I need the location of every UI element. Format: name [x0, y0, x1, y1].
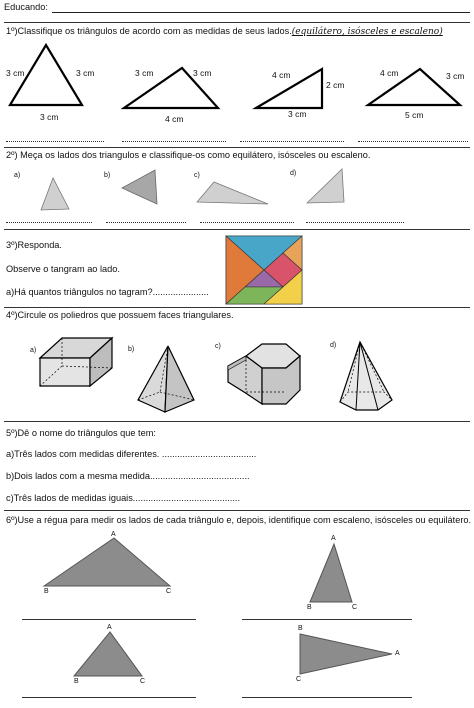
q6-t2-vertex-b: B [307, 604, 312, 611]
q1-t2-bottom: 4 cm [165, 114, 184, 124]
q6-answer-line-3[interactable] [22, 697, 196, 698]
q2-answer-line-3[interactable] [200, 222, 294, 223]
q6-t1-vertex-b: B [44, 588, 49, 595]
q6-t3-vertex-c: C [140, 678, 146, 685]
q1-t3-right: 2 cm [326, 80, 345, 90]
q1-t1-bottom: 3 cm [40, 112, 59, 122]
q2-triangle-c [197, 182, 268, 204]
q1-t1-right: 3 cm [76, 68, 95, 78]
q1-answer-line-3[interactable] [240, 141, 344, 142]
tangram-image [226, 236, 302, 304]
q4-label-c: c) [215, 343, 221, 350]
q4-label-b: b) [128, 346, 135, 353]
q6-triangle-2 [310, 544, 352, 602]
q1-t4-right: 3 cm [446, 71, 465, 81]
q1-t3-bottom: 3 cm [288, 109, 307, 119]
q2-answer-line-2[interactable] [106, 222, 186, 223]
q3-instruction: Observe o tangram ao lado. [6, 264, 120, 274]
q6-answer-line-2[interactable] [242, 619, 412, 620]
q1-answer-line-4[interactable] [358, 141, 468, 142]
q3-title: 3º)Responda. [6, 240, 62, 250]
q6-t1-vertex-c: C [166, 588, 172, 595]
q4-polyhedra [0, 330, 474, 420]
q1-options: (equilátero, isósceles e escaleno) [291, 27, 443, 37]
q1-title [6, 26, 443, 38]
q6-answer-line-4[interactable] [242, 697, 412, 698]
q2-label-c: c) [194, 172, 200, 179]
q5-title: 5º)Dê o nome do triângulos que tem: [6, 428, 156, 438]
q2-triangles [0, 166, 474, 216]
q1-t4-bottom: 5 cm [405, 110, 424, 120]
q2-label-a: a) [14, 172, 21, 179]
q5-item-b: b)Dois lados com a mesma medida....................................... [6, 471, 250, 481]
q1-answer-line-2[interactable] [122, 141, 226, 142]
q6-t4-vertex-b: B [298, 625, 303, 632]
student-name-line[interactable] [52, 12, 470, 13]
q6-triangle-4 [300, 634, 392, 674]
q4-title: 4º)Circule os poliedros que possuem faces triangulares. [6, 310, 234, 320]
polyhedron-d [340, 342, 392, 410]
section-divider [4, 307, 470, 308]
q2-label-d: d) [290, 170, 297, 177]
q6-triangle-1 [44, 538, 170, 586]
q2-answer-line-4[interactable] [306, 222, 404, 223]
q6-triangle-3 [74, 632, 142, 676]
q1-t2-right: 3 cm [193, 68, 212, 78]
q2-title: 2º) Meça os lados dos triangulos e classifique-os como equilátero, isósceles ou escaleno. [6, 150, 371, 160]
section-divider [4, 229, 470, 230]
q6-t3-vertex-a: A [107, 624, 112, 631]
section-divider [4, 147, 470, 148]
q6-title: 6º)Use a régua para medir os lados de cada triângulo e, depois, identifique com escaleno, isósceles ou equilátero. [6, 515, 472, 525]
q1-answer-line-1[interactable] [6, 141, 104, 142]
polyhedron-c [228, 344, 300, 404]
q1-t1-left: 3 cm [6, 68, 25, 78]
q1-t4-left: 4 cm [380, 68, 399, 78]
polyhedron-a [40, 338, 112, 386]
q6-t4-vertex-c: C [296, 676, 302, 683]
q1-t3-left: 4 cm [272, 70, 291, 80]
q3-question: a)Há quantos triângulos no tagram?...................... [6, 287, 209, 297]
q1-t2-left: 3 cm [135, 68, 154, 78]
q2-answer-line-1[interactable] [6, 222, 92, 223]
q6-t4-vertex-a: A [395, 650, 400, 657]
q6-t3-vertex-b: B [74, 678, 79, 685]
q1-title-text: 1º)Classifique os triângulos de acordo com as medidas de seus lados. [6, 26, 292, 36]
q6-answer-line-1[interactable] [22, 619, 196, 620]
q5-item-a: a)Três lados com medidas diferentes. ..................................... [6, 449, 257, 459]
q6-t1-vertex-a: A [111, 531, 116, 538]
q2-label-b: b) [104, 172, 111, 179]
q2-triangle-d [307, 169, 344, 203]
q2-triangle-b [122, 170, 157, 204]
q4-label-d: d) [330, 342, 337, 349]
polyhedron-b [138, 346, 194, 412]
q5-item-c: c)Três lados de medidas iguais.......................................... [6, 493, 241, 503]
q2-triangle-a [41, 178, 69, 210]
section-divider [4, 22, 470, 23]
q4-label-a: a) [30, 347, 37, 354]
section-divider [4, 510, 470, 511]
q6-t2-vertex-c: C [352, 604, 358, 611]
q6-triangles [0, 528, 474, 708]
student-label: Educando: [4, 2, 48, 12]
q6-t2-vertex-a: A [331, 535, 336, 542]
section-divider [4, 421, 470, 422]
